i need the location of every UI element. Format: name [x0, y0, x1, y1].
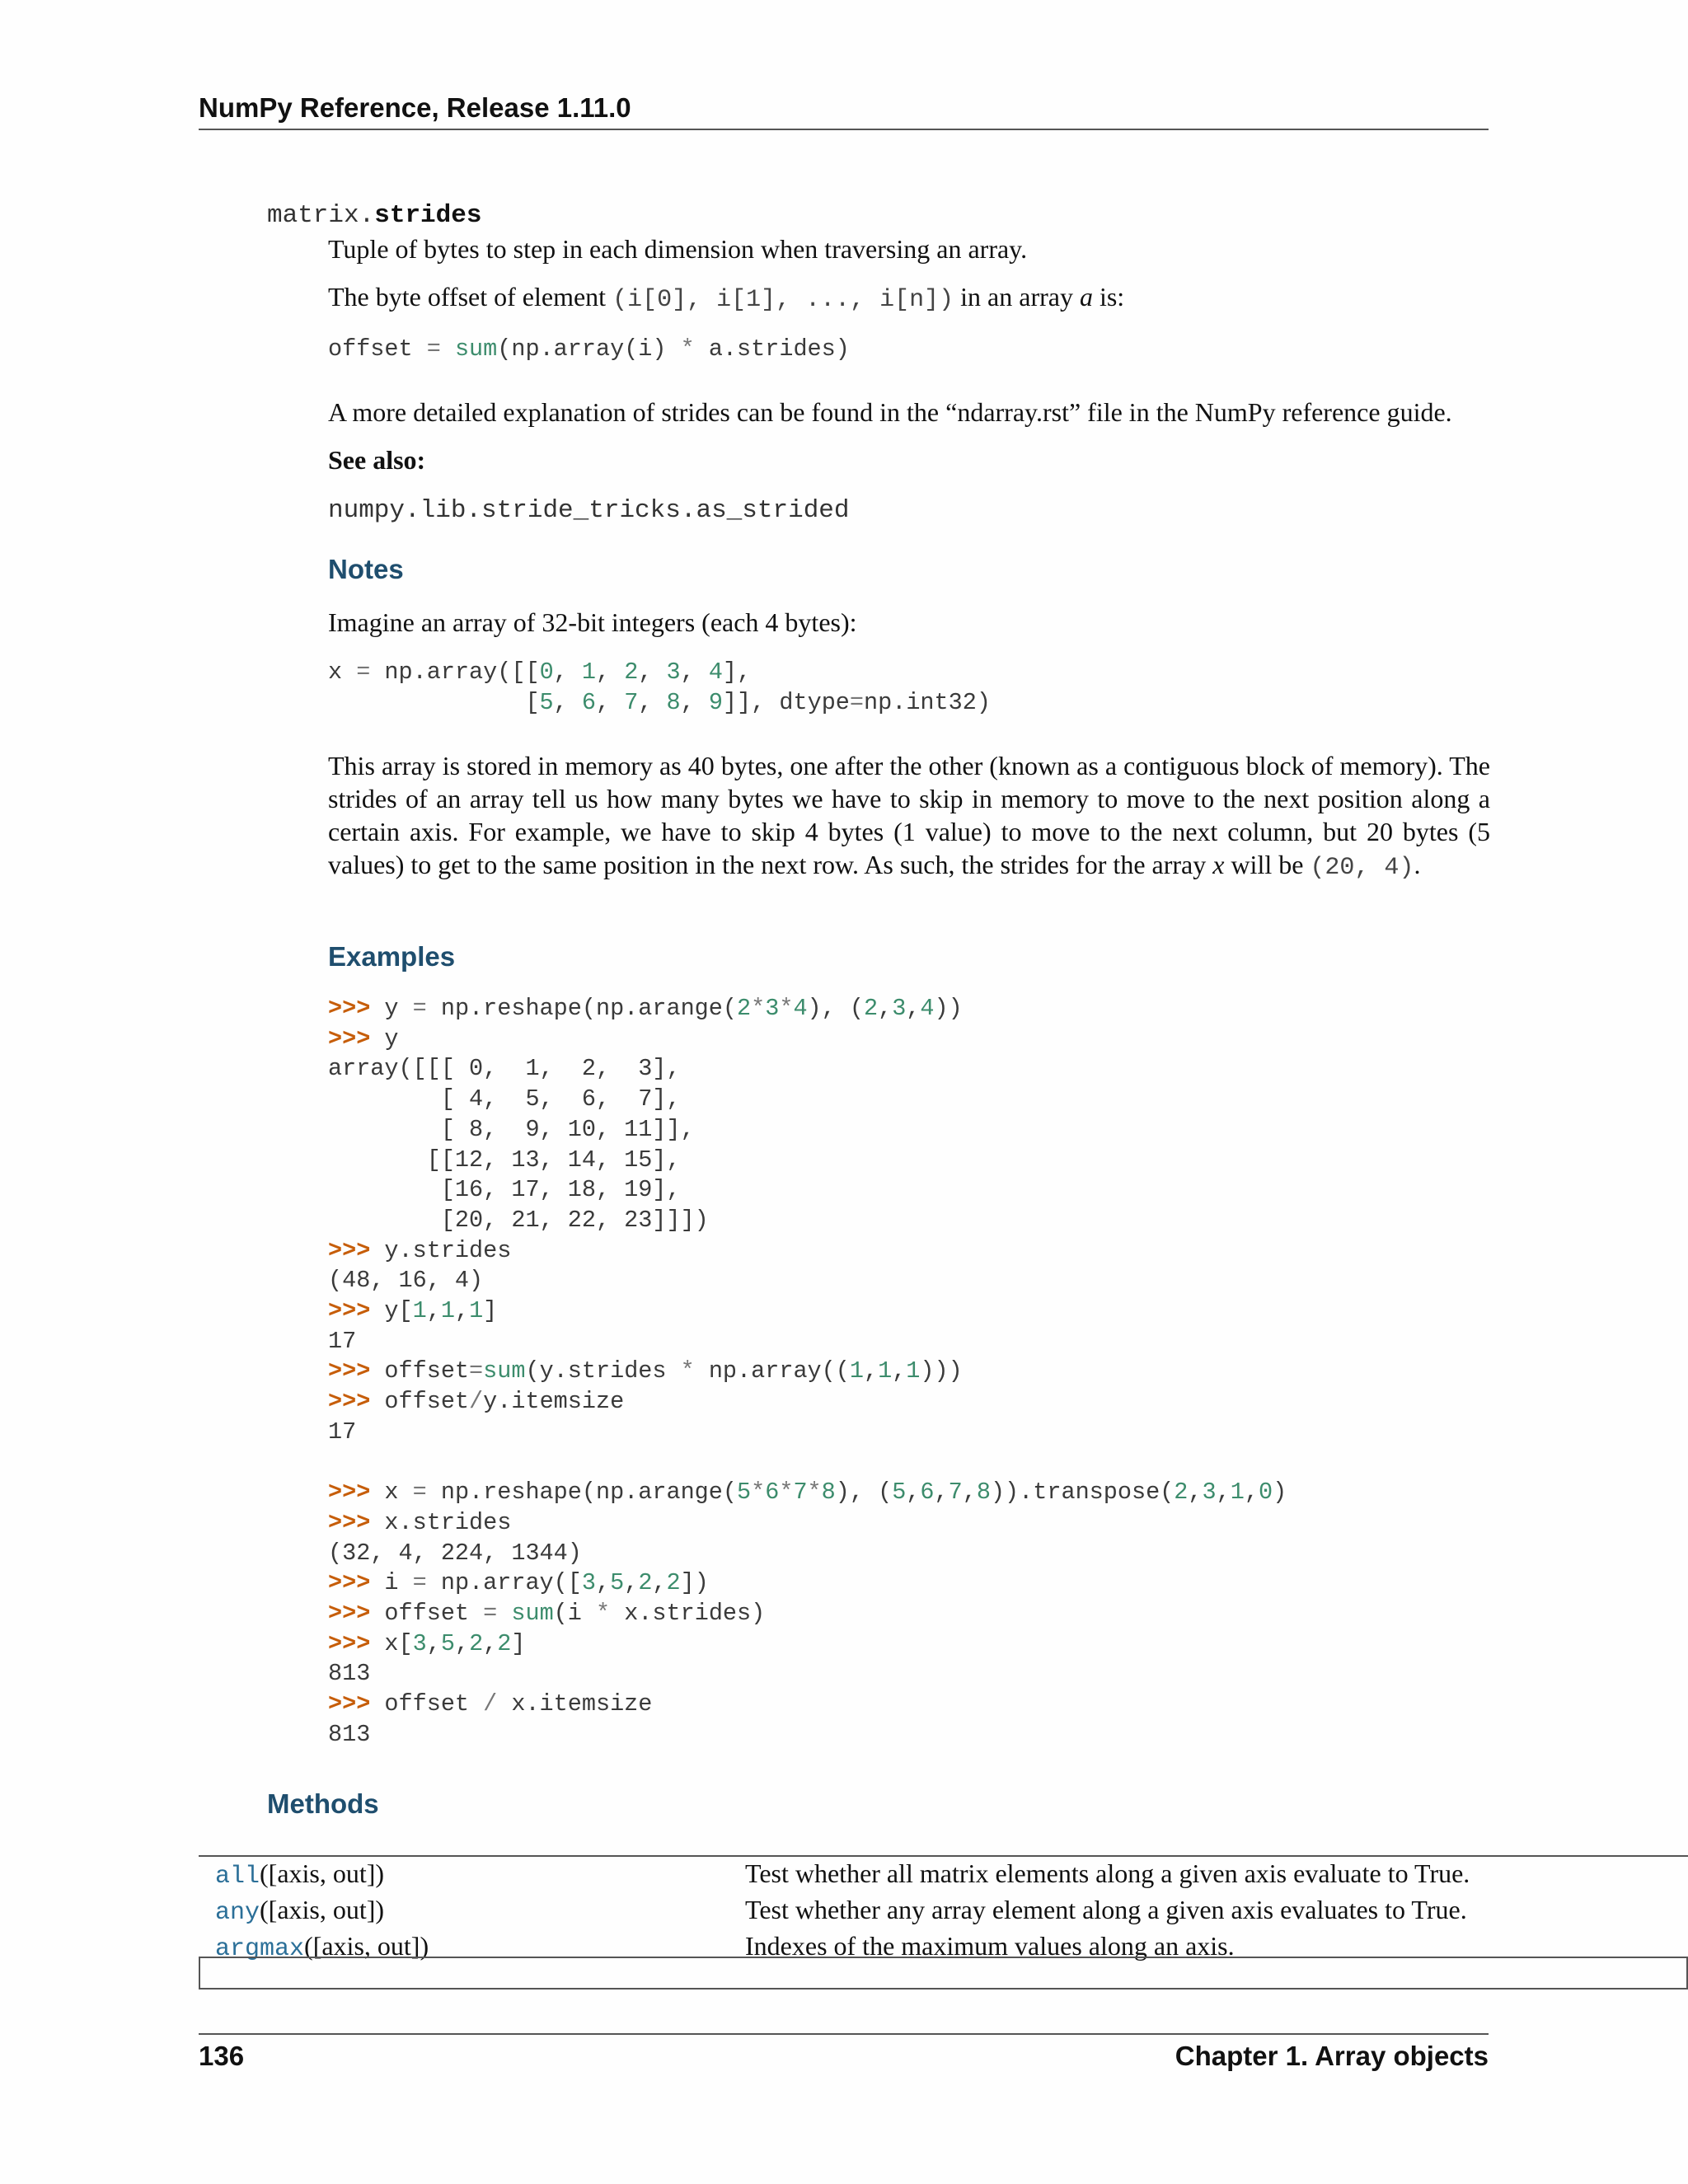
see-also-link[interactable]: numpy.lib.stride_tricks.as_strided — [328, 496, 850, 525]
method-description: Test whether any array element along a given axis evaluates to True. — [745, 1895, 1467, 1924]
method-description: Indexes of the maximum values along an axis. — [745, 1931, 1235, 1961]
method-cell: all([axis, out]) — [199, 1856, 745, 1893]
examples-code-block: >>> y = np.reshape(np.arange(2*3*4), (2,3,4)) >>> y array([[[ 0, 1, 2, 3], [ 4, 5, 6, 7], [ 8, 9, 10, 11]], [[12, 13, 14, 15], [16, 17, 18, 19], [20, 21, 22, 23]]]) >>> y.strides (48, 16, 4) >>> y[1,1,1] 17 >>> offset=sum(y.strides * np.array((1,1,1))) >>> offset/y.itemsize 17 >>> x = np.reshape(np.arange(5*6*7*8), (5,6,7,8)).transpose(2,3,1,0) >>> x.strides (32, 4, 224, 1344) >>> i = np.array([3,5,2,2]) >>> offset = sum(i * x.strides) >>> x[3,5,2,2] 813 >>> offset / x.itemsize 813 — [328, 995, 1287, 1748]
method-cell: argmax([axis, out]) — [215, 1931, 429, 1963]
methods-table — [199, 1855, 1688, 1966]
page-number: 136 — [199, 2041, 245, 2071]
table-row — [199, 1893, 1688, 1929]
attribute-signature: matrix.strides — [267, 201, 482, 230]
method-link-any[interactable]: any — [215, 1899, 260, 1927]
table-row — [199, 1856, 1688, 1893]
examples-heading: Examples — [328, 941, 456, 972]
detail-text: A more detailed explanation of strides can be found in the “ndarray.rst” file in the NumPy reference guide. — [328, 397, 1452, 427]
see-also-label: See also: — [328, 445, 426, 475]
footer-divider — [199, 2033, 1489, 2035]
notes-heading: Notes — [328, 554, 404, 584]
table-empty-row — [199, 1957, 1688, 1990]
offset-intro: The byte offset of element (i[0], i[1], ..., i[n]) in an array a is: — [328, 282, 1125, 314]
running-header: NumPy Reference, Release 1.11.0 — [199, 92, 1489, 130]
offset-code-block: offset = sum(np.array(i) * a.strides) — [328, 335, 850, 363]
notes-intro: Imagine an array of 32-bit integers (each 4 bytes): — [328, 607, 857, 637]
methods-heading: Methods — [267, 1788, 379, 1819]
chapter-title: Chapter 1. Array objects — [1175, 2041, 1489, 2071]
notes-code-block: x = np.array([[0, 1, 2, 3, 4], [5, 6, 7, 8, 9]], dtype=np.int32) — [328, 658, 991, 716]
method-cell: any([axis, out]) — [215, 1895, 385, 1927]
method-link-all[interactable]: all — [215, 1863, 260, 1891]
method-link-argmax[interactable]: argmax — [215, 1935, 305, 1963]
notes-paragraph: This array is stored in memory as 40 bytes, one after the other (known as a contiguous block of memory). The strides of an array tell us how many bytes we have to skip in memory to move to the next position along a certain axis. For example, we have to skip 4 bytes (1 value) to move to the next column, but 20 bytes (5 values) to get to the same position in the next row. As such, the strides for the array x will be (20, 4). — [328, 751, 1490, 882]
method-description: Test whether all matrix elements along a given axis evaluate to True. — [745, 1856, 1688, 1893]
summary-text: Tuple of bytes to step in each dimension when traversing an array. — [328, 234, 1028, 264]
